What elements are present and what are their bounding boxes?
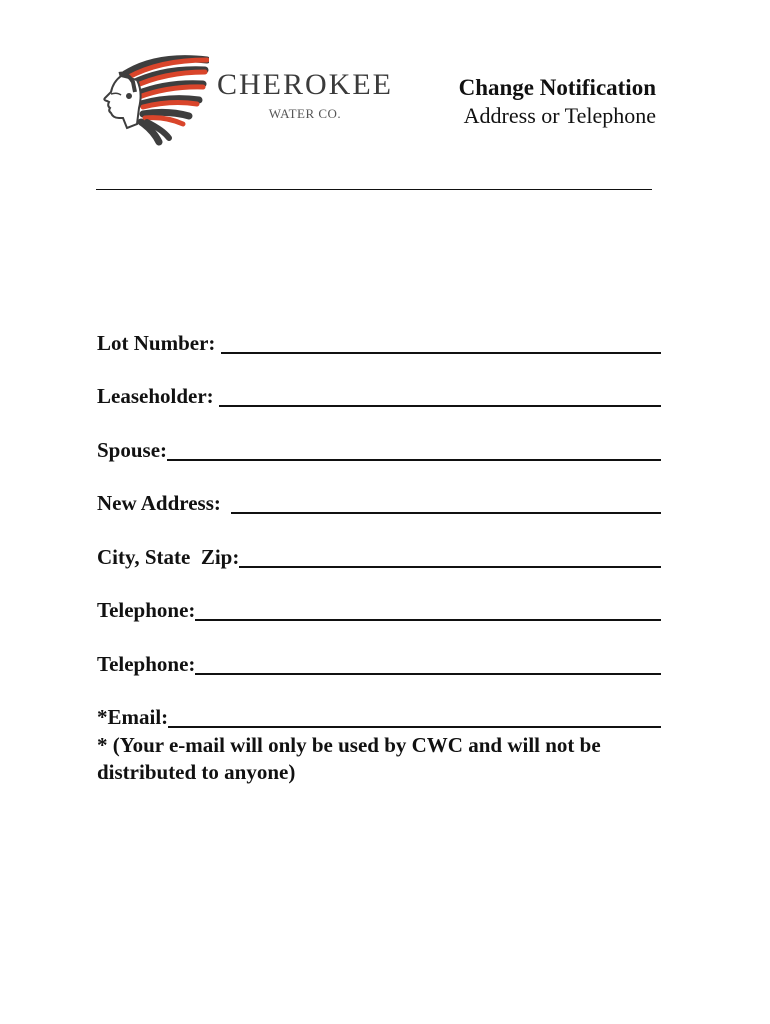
- new-address-blank[interactable]: [231, 490, 661, 514]
- spouse-label: Spouse:: [97, 437, 168, 462]
- lot-number-blank[interactable]: [221, 330, 661, 354]
- city-state-zip-blank[interactable]: [239, 544, 661, 568]
- telephone-field-2: [97, 624, 661, 678]
- email-privacy-note: * (Your e-mail will only be used by CWC and will not be distributed to anyone): [97, 733, 601, 784]
- email-blank[interactable]: [168, 704, 661, 728]
- telephone-blank-2[interactable]: [195, 651, 661, 675]
- divider-line: [96, 189, 652, 190]
- headdress-portrait-icon: [97, 52, 209, 147]
- lot-number-label: Lot Number:: [97, 330, 221, 355]
- email-field: [97, 678, 661, 732]
- spouse-blank[interactable]: [167, 437, 661, 461]
- new-address-label: New Address:: [97, 491, 232, 515]
- new-address-field: [97, 464, 661, 518]
- city-state-zip-label: City, State Zip:: [97, 544, 240, 569]
- leaseholder-field: [97, 357, 661, 411]
- leaseholder-blank[interactable]: [219, 383, 661, 407]
- telephone-field-1: [97, 571, 661, 625]
- brand-name: CHEROKEE: [217, 68, 393, 101]
- spouse-field: [97, 410, 661, 464]
- form-subtitle: Address or Telephone: [463, 103, 656, 128]
- telephone-label-1: Telephone:: [97, 598, 196, 622]
- lot-number-field: [97, 303, 661, 357]
- leaseholder-label: Leaseholder:: [97, 384, 219, 408]
- document-header: [459, 74, 656, 129]
- brand-subtitle: WATER CO.: [268, 106, 342, 121]
- city-state-zip-field: [97, 517, 661, 571]
- form-title: Change Notification: [458, 75, 656, 100]
- form-fields: [97, 303, 661, 731]
- company-logo: [97, 52, 393, 147]
- email-label: *Email:: [97, 705, 169, 729]
- telephone-label-2: Telephone:: [97, 651, 196, 676]
- telephone-blank-1[interactable]: [195, 597, 661, 621]
